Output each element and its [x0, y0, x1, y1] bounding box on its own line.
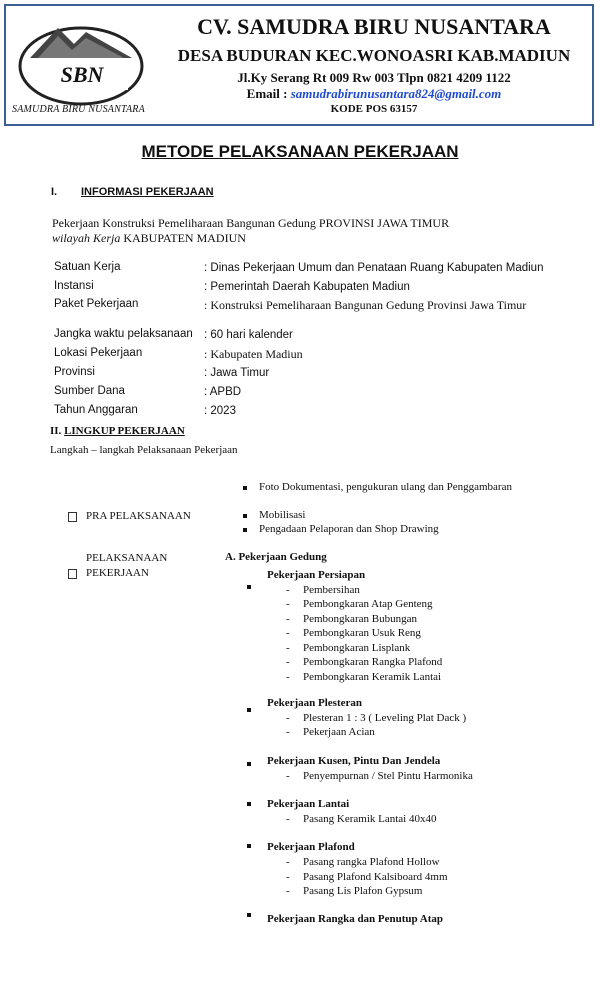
intro-line1: Pekerjaan Konstruksi Pemeliharaan Bangunan Gedung PROVINSI JAWA TIMUR [52, 216, 450, 230]
dash-icon: - [286, 712, 290, 724]
info-label: Tahun Anggaran [54, 404, 138, 416]
info-label: Paket Pekerjaan [54, 298, 139, 310]
checkbox-icon [68, 569, 77, 579]
group-title: Pekerjaan Kusen, Pintu Dan Jendela [267, 755, 441, 767]
group-title: Pekerjaan Lantai [267, 798, 350, 810]
dash-icon: - [286, 871, 290, 883]
dash-icon: - [286, 856, 290, 868]
bullet-icon [243, 514, 247, 518]
logo-caption: SAMUDRA BIRU NUSANTARA [12, 104, 145, 115]
info-label: Jangka waktu pelaksanaan [54, 328, 193, 340]
document-title: METODE PELAKSANAAN PEKERJAAN [141, 142, 459, 161]
task-item: Pembongkaran Lisplank [303, 642, 411, 654]
info-value: : APBD [204, 386, 242, 398]
intro-line2 [52, 231, 552, 246]
section2-title: LINGKUP PEKERJAAN [64, 425, 185, 437]
dash-icon: - [286, 885, 290, 897]
intro-line2-italic: wilayah Kerja [52, 231, 121, 245]
section1-title: INFORMASI PEKERJAAN [81, 186, 214, 198]
task-item: Pasang rangka Plafond Hollow [303, 856, 440, 868]
info-label: Instansi [54, 280, 94, 292]
svg-text:SBN: SBN [60, 62, 104, 87]
section1-intro [52, 216, 552, 246]
bullet-icon [247, 762, 251, 766]
dash-icon: - [286, 726, 290, 738]
dash-icon: - [286, 598, 290, 610]
info-value: : Dinas Pekerjaan Umum dan Penataan Ruang Kabupaten Madiun [204, 262, 544, 274]
info-value: : 2023 [204, 405, 236, 417]
pra-item: Mobilisasi [259, 509, 306, 521]
dash-icon: - [286, 656, 290, 668]
group-title: Pekerjaan Plafond [267, 841, 355, 853]
dash-icon: - [286, 642, 290, 654]
company-email-line [156, 86, 592, 102]
checkbox-icon [68, 512, 77, 522]
task-item: Penyempurnan / Stel Pintu Harmonika [303, 770, 473, 782]
bullet-icon [247, 708, 251, 712]
pra-item: Foto Dokumentasi, pengukuran ulang dan Penggambaran [259, 481, 512, 493]
pra-item: Pengadaan Pelaporan dan Shop Drawing [259, 523, 439, 535]
task-item: Plesteran 1 : 3 ( Leveling Plat Dack ) [303, 712, 467, 724]
bullet-icon [247, 913, 251, 917]
task-item: Pembersihan [303, 584, 360, 596]
dash-icon: - [286, 770, 290, 782]
dash-icon: - [286, 813, 290, 825]
group-title: Pekerjaan Persiapan [267, 569, 366, 581]
task-item: Pasang Keramik Lantai 40x40 [303, 813, 437, 825]
company-postcode: KODE POS 63157 [330, 103, 418, 115]
task-item: Pembongkaran Rangka Plafond [303, 656, 443, 668]
task-item: Pasang Plafond Kalsiboard 4mm [303, 871, 448, 883]
task-item: Pembongkaran Bubungan [303, 613, 417, 625]
section2-number: II. [50, 425, 62, 437]
info-label: Lokasi Pekerjaan [54, 347, 143, 359]
info-label: Satuan Kerja [54, 261, 121, 273]
bullet-icon [247, 844, 251, 848]
company-address-line2: Jl.Ky Serang Rt 009 Rw 003 Tlpn 0821 4209 1122 [237, 70, 511, 85]
email-label: Email : [246, 86, 291, 101]
info-label: Provinsi [54, 366, 95, 378]
group-title: Pekerjaan Rangka dan Penutup Atap [267, 913, 444, 925]
info-value: : Pemerintah Daerah Kabupaten Madiun [204, 281, 410, 293]
dash-icon: - [286, 671, 290, 683]
section1-number: I. [51, 186, 58, 198]
dash-icon: - [286, 584, 290, 596]
dash-icon: - [286, 627, 290, 639]
bullet-icon [247, 585, 251, 589]
pelaksanaan-label-line2: PEKERJAAN [86, 567, 149, 579]
bullet-icon [243, 486, 247, 490]
info-value: : 60 hari kalender [204, 329, 293, 341]
company-name: CV. SAMUDRA BIRU NUSANTARA [197, 14, 551, 39]
bullet-icon [247, 802, 251, 806]
info-value: : Konstruksi Pemeliharaan Bangunan Gedung Provinsi Jawa Timur [204, 298, 527, 312]
company-address-line1: DESA BUDURAN KEC.WONOASRI KAB.MADIUN [177, 46, 571, 65]
bullet-icon [243, 528, 247, 532]
task-item: Pembongkaran Keramik Lantai [303, 671, 442, 683]
company-logo-icon [16, 14, 146, 110]
info-label: Sumber Dana [54, 385, 125, 397]
email-address[interactable]: samudrabirunusantara824@gmail.com [290, 86, 502, 101]
section2-heading [50, 425, 185, 437]
task-item: Pembongkaran Usuk Reng [303, 627, 421, 639]
group-title: Pekerjaan Plesteran [267, 697, 362, 709]
info-value: : Jawa Timur [204, 367, 270, 379]
dash-icon: - [286, 613, 290, 625]
task-item: Pembongkaran Atap Genteng [303, 598, 433, 610]
intro-line2-rest: KABUPATEN MADIUN [120, 231, 246, 245]
info-value: : Kabupaten Madiun [204, 347, 303, 361]
pra-pelaksanaan-label: PRA PELAKSANAAN [86, 510, 191, 522]
steps-intro: Langkah – langkah Pelaksanaan Pekerjaan [50, 444, 238, 456]
task-item: Pasang Lis Plafon Gypsum [303, 885, 423, 897]
letterhead [4, 4, 594, 126]
subheading-gedung: A. Pekerjaan Gedung [225, 551, 327, 563]
pelaksanaan-label-line1: PELAKSANAAN [86, 552, 168, 564]
task-item: Pekerjaan Acian [303, 726, 375, 738]
